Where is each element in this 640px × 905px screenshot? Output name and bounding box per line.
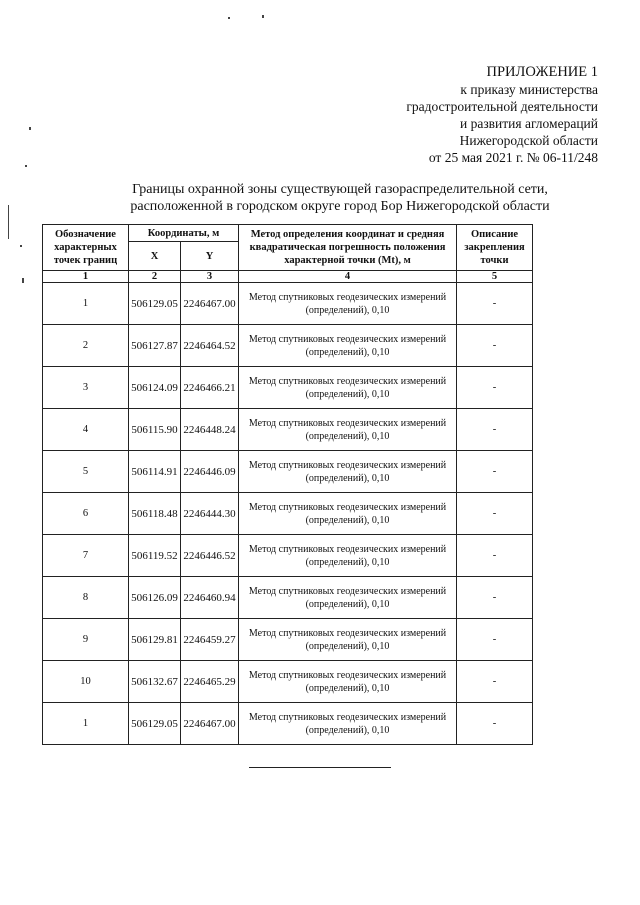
description-cell: - (457, 577, 533, 619)
point-cell: 2 (43, 325, 129, 367)
document-title-line: Границы охранной зоны существующей газораспределительной сети, (132, 182, 548, 197)
x-coordinate-cell: 506119.52 (129, 535, 181, 577)
table-row (43, 409, 533, 451)
coordinates-table (42, 224, 533, 745)
table-body (43, 283, 533, 745)
method-cell: Метод спутниковых геодезических измерений (определений), 0,10 (239, 661, 457, 703)
table-row (43, 535, 533, 577)
y-coordinate-cell: 2246444.30 (181, 493, 239, 535)
column-number: 3 (181, 271, 239, 283)
table-row (43, 703, 533, 745)
method-cell: Метод спутниковых геодезических измерений (определений), 0,10 (239, 409, 457, 451)
x-coordinate-cell: 506129.05 (129, 703, 181, 745)
x-coordinate-cell: 506115.90 (129, 409, 181, 451)
description-cell: - (457, 493, 533, 535)
scan-dot (25, 165, 27, 167)
table-row (43, 451, 533, 493)
y-coordinate-cell: 2246459.27 (181, 619, 239, 661)
scan-dot (29, 127, 31, 130)
document-title-line: расположенной в городском округе город Бор Нижегородской области (130, 199, 550, 214)
point-cell: 3 (43, 367, 129, 409)
scan-dot (22, 278, 24, 283)
description-cell: - (457, 703, 533, 745)
y-coordinate-cell: 2246464.52 (181, 325, 239, 367)
table-row (43, 367, 533, 409)
x-coordinate-cell: 506132.67 (129, 661, 181, 703)
description-cell: - (457, 409, 533, 451)
point-cell: 1 (43, 283, 129, 325)
point-cell: 10 (43, 661, 129, 703)
appendix-line: Нижегородской области (459, 133, 598, 148)
x-coordinate-cell: 506126.09 (129, 577, 181, 619)
scan-dot (262, 15, 264, 18)
x-coordinate-cell: 506118.48 (129, 493, 181, 535)
x-coordinate-cell: 506114.91 (129, 451, 181, 493)
table-row (43, 577, 533, 619)
appendix-title: ПРИЛОЖЕНИЕ 1 (486, 64, 598, 80)
appendix-line: и развития агломераций (459, 116, 598, 131)
point-cell: 7 (43, 535, 129, 577)
description-cell: - (457, 661, 533, 703)
appendix-line: от 25 мая 2021 г. № 06-11/248 (428, 150, 598, 165)
document-title (40, 181, 640, 215)
header-point-designation: Обозначение характерных точек границ (43, 225, 129, 271)
point-cell: 4 (43, 409, 129, 451)
header-method: Метод определения координат и средняя квадратическая погрешность положения характерной точки (Mt), м (239, 225, 457, 271)
point-cell: 6 (43, 493, 129, 535)
header-description: Описание закрепления точки (457, 225, 533, 271)
y-coordinate-cell: 2246448.24 (181, 409, 239, 451)
scan-dot (228, 17, 230, 19)
x-coordinate-cell: 506127.87 (129, 325, 181, 367)
appendix-line: градостроительной деятельности (406, 99, 598, 114)
y-coordinate-cell: 2246467.00 (181, 703, 239, 745)
point-cell: 9 (43, 619, 129, 661)
method-cell: Метод спутниковых геодезических измерений (определений), 0,10 (239, 703, 457, 745)
table-row (43, 325, 533, 367)
column-number: 5 (457, 271, 533, 283)
y-coordinate-cell: 2246466.21 (181, 367, 239, 409)
method-cell: Метод спутниковых геодезических измерений (определений), 0,10 (239, 283, 457, 325)
appendix-header (406, 64, 598, 166)
y-coordinate-cell: 2246446.52 (181, 535, 239, 577)
table-row (43, 619, 533, 661)
method-cell: Метод спутниковых геодезических измерений (определений), 0,10 (239, 493, 457, 535)
table-row (43, 283, 533, 325)
description-cell: - (457, 619, 533, 661)
x-coordinate-cell: 506129.05 (129, 283, 181, 325)
table-row (43, 493, 533, 535)
column-number: 1 (43, 271, 129, 283)
x-coordinate-cell: 506124.09 (129, 367, 181, 409)
description-cell: - (457, 283, 533, 325)
header-y: Y (181, 242, 239, 271)
y-coordinate-cell: 2246446.09 (181, 451, 239, 493)
appendix-line: к приказу министерства (460, 82, 598, 97)
header-x: X (129, 242, 181, 271)
x-coordinate-cell: 506129.81 (129, 619, 181, 661)
description-cell: - (457, 325, 533, 367)
scan-line (8, 205, 9, 239)
y-coordinate-cell: 2246465.29 (181, 661, 239, 703)
column-number: 2 (129, 271, 181, 283)
method-cell: Метод спутниковых геодезических измерений (определений), 0,10 (239, 535, 457, 577)
description-cell: - (457, 451, 533, 493)
point-cell: 8 (43, 577, 129, 619)
header-coordinates: Координаты, м (129, 225, 239, 242)
y-coordinate-cell: 2246467.00 (181, 283, 239, 325)
bottom-separator (249, 767, 391, 768)
description-cell: - (457, 535, 533, 577)
y-coordinate-cell: 2246460.94 (181, 577, 239, 619)
scan-dot (20, 245, 22, 247)
point-cell: 1 (43, 703, 129, 745)
method-cell: Метод спутниковых геодезических измерений (определений), 0,10 (239, 367, 457, 409)
method-cell: Метод спутниковых геодезических измерений (определений), 0,10 (239, 577, 457, 619)
column-number: 4 (239, 271, 457, 283)
method-cell: Метод спутниковых геодезических измерений (определений), 0,10 (239, 451, 457, 493)
table-row (43, 661, 533, 703)
description-cell: - (457, 367, 533, 409)
point-cell: 5 (43, 451, 129, 493)
method-cell: Метод спутниковых геодезических измерений (определений), 0,10 (239, 619, 457, 661)
method-cell: Метод спутниковых геодезических измерений (определений), 0,10 (239, 325, 457, 367)
